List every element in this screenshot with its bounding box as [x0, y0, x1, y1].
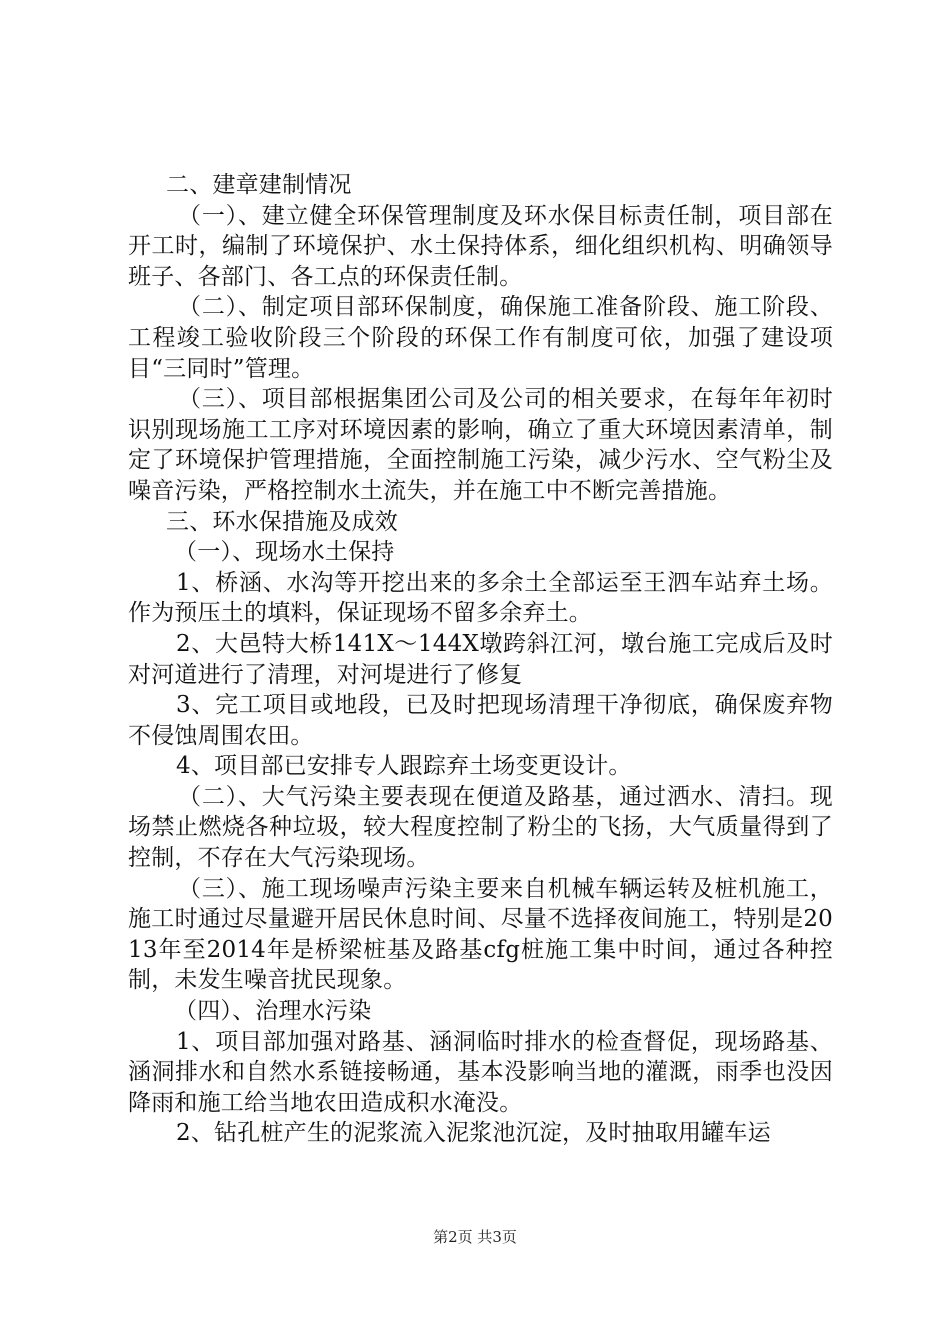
- section-heading: 二、建章建制情况: [166, 172, 352, 198]
- paragraph: （一）、建立健全环保管理制度及环水保目标责任制，项目部在开工时，编制了环境保护、水土保持体系，细化组织机构、明确领导班子、各部门、各工点的环保责任制。: [128, 202, 833, 290]
- section-heading: 三、环水保措施及成效: [166, 508, 398, 535]
- subsection-heading: （四）、治理水污染: [174, 998, 372, 1025]
- numbered-paragraph: 3、完工项目或地段，已及时把现场清理干净彻底，确保废弃物不侵蚀周围农田。: [128, 692, 833, 749]
- subsection-heading: （一）、现场水土保持: [174, 539, 395, 566]
- numbered-paragraph: 2、大邑特大桥141X～144X墩跨斜江河，墩台施工完成后及时对河道进行了清理，对河堤进行了修复: [128, 630, 833, 688]
- paragraph: （三）、项目部根据集团公司及公司的相关要求，在每年年初时识别现场施工工序对环境因素的影响，确立了重大环境因素清单，制定了环境保护管理措施，全面控制施工污染，减少污水、空气粉尘及噪音污染，严格控制水土流失，并在施工中不断完善措施。: [128, 386, 833, 504]
- paragraph: （三）、施工现场噪声污染主要来自机械车辆运转及桩机施工，施工时通过尽量避开居民休息时间、尽量不选择夜间施工，特别是2013年至2014年是桥梁桩基及路基cfg桩施工集中时间，通过各种控制，未发生噪音扰民现象。: [128, 875, 833, 994]
- numbered-paragraph: 1、桥涵、水沟等开挖出来的多余土全部运至王泗车站弃土场。作为预压土的填料，保证现场不留多余弃土。: [128, 569, 833, 627]
- numbered-paragraph: 1、项目部加强对路基、涵洞临时排水的检查督促，现场路基、涵洞排水和自然水系链接畅通，基本没影响当地的灌溉，雨季也没因降雨和施工给当地农田造成积水淹没。: [128, 1028, 833, 1116]
- page-number-footer: 第2页 共3页: [433, 1228, 517, 1246]
- document-body: [128, 170, 833, 1149]
- paragraph: （二）、大气污染主要表现在便道及路基，通过洒水、清扫。现场禁止燃烧各种垃圾，较大程度控制了粉尘的飞扬，大气质量得到了控制，不存在大气污染现场。: [128, 783, 833, 872]
- numbered-paragraph: 2、钻孔桩产生的泥浆流入泥浆池沉淀，及时抽取用罐车运: [176, 1120, 771, 1147]
- numbered-paragraph: 4、项目部已安排专人跟踪弃土场变更设计。: [176, 753, 632, 780]
- paragraph: （二）、制定项目部环保制度，确保施工准备阶段、施工阶段、工程竣工验收阶段三个阶段的环保工作有制度可依，加强了建设项目“三同时”管理。: [128, 294, 833, 382]
